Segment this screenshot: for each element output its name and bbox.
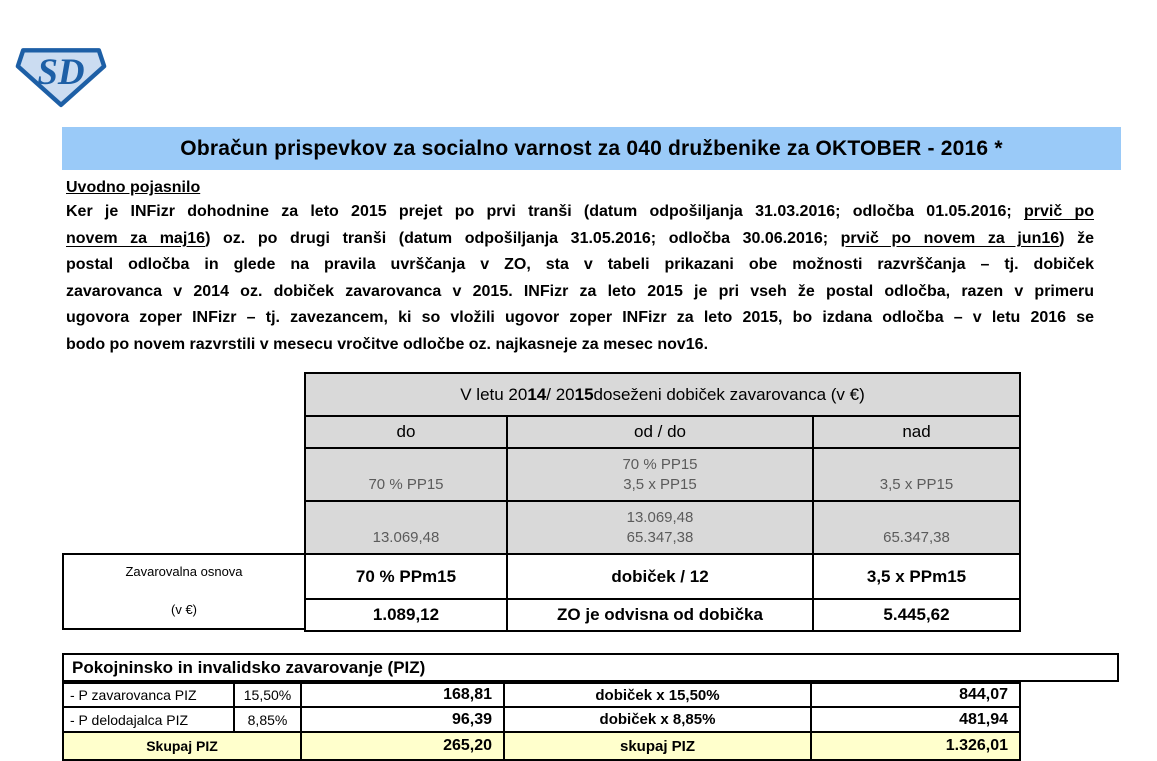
base-value-do: 1.089,12 bbox=[306, 600, 508, 630]
sd-logo-letters: SD bbox=[37, 50, 85, 92]
piz-total-label: Skupaj PIZ bbox=[64, 733, 302, 759]
piz-row-amount2: 481,94 bbox=[812, 708, 1019, 733]
intro-heading: Uvodno pojasnilo bbox=[66, 179, 201, 196]
piz-row-rate: 15,50% bbox=[235, 684, 302, 708]
amount-do: 65.347,38 bbox=[626, 529, 694, 546]
piz-row-amount: 168,81 bbox=[302, 684, 505, 708]
piz-row-amount2: 844,07 bbox=[812, 684, 1019, 708]
threshold-do: 3,5 x PP15 bbox=[623, 476, 697, 493]
document-title: Obračun prispevkov za socialno varnost za 040 družbenike za OKTOBER - 2016 * bbox=[180, 136, 1003, 160]
col-header-do: do bbox=[306, 417, 508, 449]
piz-section-header bbox=[62, 653, 1119, 682]
paragraph-line: Ker je INFizr dohodnine za leto 2015 prejet po prvi tranši (datum odpošiljanja 31.03.2016; odločba 01.05.2016; prvič po bbox=[66, 203, 1095, 220]
base-rule-do: 70 % PPm15 bbox=[306, 555, 508, 600]
threshold-cell-od-do bbox=[508, 449, 814, 502]
paragraph-line: ugovora zoper INFizr – tj. zavezancem, ki so vložili ugovor zoper INFizr za leto 2015, bo izdana odločba – v letu 2016 se bbox=[66, 309, 1094, 327]
piz-header-text: Pokojninsko in invalidsko zavarovanje (PIZ) bbox=[72, 657, 426, 677]
piz-total-amount2: 1.326,01 bbox=[812, 733, 1019, 759]
base-rule-od-do: dobiček / 12 bbox=[508, 555, 814, 600]
amount-cell-od-do bbox=[508, 502, 814, 555]
piz-row-amount: 96,39 bbox=[302, 708, 505, 733]
base-value-nad: 5.445,62 bbox=[883, 605, 950, 624]
osnova-label-line2: (v €) bbox=[171, 602, 197, 617]
company-logo bbox=[17, 42, 105, 108]
paragraph-line: bodo po novem razvrstili v mesecu vročitve odločbe oz. najkasneje za mesec nov16. bbox=[66, 335, 709, 353]
base-value-od-do: ZO je odvisna od dobička bbox=[508, 600, 814, 630]
paragraph-line: postal odločba in glede na pravila uvrščanja v ZO, sta v tabeli prikazani obe možnosti razvrščanja – tj. dobiček bbox=[66, 256, 1094, 274]
paragraph-line: zavarovanca v 2014 oz. dobiček zavarovanca v 2015. INFizr za leto 2015 je pri vseh že postal odločba, razen v primeru bbox=[66, 282, 1094, 300]
osnova-label-line1: Zavarovalna osnova bbox=[125, 564, 243, 579]
piz-row-formula: dobiček x 8,85% bbox=[505, 708, 812, 733]
paragraph-line: novem za maj16) oz. po drugi tranši (datum odpošiljanja 31.05.2016; odločba 30.06.2016; prvič po novem za jun16) že bbox=[66, 229, 1094, 247]
amount-od: 13.069,48 bbox=[626, 509, 694, 526]
threshold-cell-nad: 3,5 x PP15 bbox=[814, 449, 1019, 502]
amount-cell-do: 13.069,48 bbox=[306, 502, 508, 555]
threshold-cell-do: 70 % PP15 bbox=[306, 449, 508, 502]
piz-row-label: - P delodajalca PIZ bbox=[64, 708, 235, 733]
piz-table bbox=[62, 682, 1021, 761]
base-rule-nad: 3,5 x PPm15 bbox=[814, 555, 1019, 600]
osnova-row-label bbox=[62, 553, 306, 630]
osnova-table-title: V letu 20 14 / 20 15 doseženi dobiček zavarovanca (v €) bbox=[306, 374, 1019, 417]
piz-row-formula: dobiček x 15,50% bbox=[505, 684, 812, 708]
piz-total-amount: 265,20 bbox=[302, 733, 505, 759]
piz-row-rate: 8,85% bbox=[235, 708, 302, 733]
col-header-od-do: od / do bbox=[508, 417, 814, 449]
osnova-table bbox=[304, 372, 1021, 632]
amount-cell-nad: 65.347,38 bbox=[814, 502, 1019, 555]
piz-row-label: - P zavarovanca PIZ bbox=[64, 684, 235, 708]
threshold-od: 70 % PP15 bbox=[622, 456, 698, 473]
piz-total-formula: skupaj PIZ bbox=[505, 733, 812, 759]
intro-paragraph bbox=[66, 199, 1094, 359]
document-title-bar bbox=[62, 127, 1121, 170]
col-header-nad: nad bbox=[814, 417, 1019, 449]
